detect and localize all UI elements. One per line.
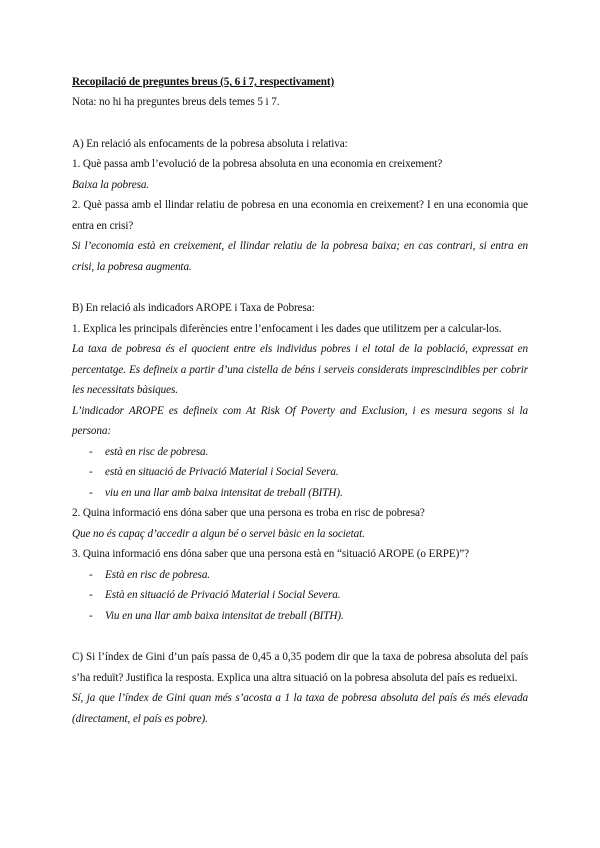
section-b-question-3: 3. Quina informació ens dóna saber que una persona està en “situació AROPE (o ERPE)”?: [72, 548, 469, 560]
note: Nota: no hi ha preguntes breus dels temes 5 i 7.: [72, 96, 280, 108]
section-b-question-2: 2. Quina informació ens dóna saber que una persona es troba en risc de pobresa?: [72, 507, 425, 519]
dash-bullet: -: [89, 568, 93, 581]
dash-bullet: -: [89, 589, 93, 601]
section-b-heading: B) En relació als indicadors AROPE i Taxa de Pobresa:: [72, 302, 315, 314]
spacer: [72, 626, 528, 647]
list-item: [72, 442, 528, 463]
arope-criteria-list: [72, 442, 528, 504]
list-item: [72, 585, 528, 606]
list-item: [72, 483, 528, 504]
section-c-answer: Sí, ja que l’índex de Gini quan més s’acosta a 1 la taxa de pobresa absoluta del país és més elevada (directament, el país es pobre).: [72, 692, 528, 725]
section-a-question-2: 2. Què passa amb el llindar relatiu de pobresa en una economia en creixement? I en una economia que entra en crisi?: [72, 199, 528, 232]
list-item-text: està en situació de Privació Material i Social Severa.: [105, 466, 339, 478]
section-a-heading: A) En relació als enfocaments de la pobresa absoluta i relativa:: [72, 137, 348, 150]
section-a-answer-1: Baixa la pobresa.: [72, 178, 150, 191]
list-item: [72, 462, 528, 483]
section-b-question-1: 1. Explica les principals diferències entre l’enfocament i les dades que utilitzem per a calcular-los.: [72, 322, 502, 335]
dash-bullet: -: [89, 445, 93, 458]
section-b-answer-1-paragraph-1: La taxa de pobresa és el quocient entre els individus pobres i el total de la població, expressat en percentatge. Es defineix a partir d’una cistella de béns i serveis considerats imprescindibles per cobrir les necessitats bàsiques.: [72, 343, 528, 396]
list-item-text: Està en risc de pobresa.: [105, 568, 211, 581]
section-b-answer-2: Que no és capaç d’accedir a algun bé o servei bàsic en la societat.: [72, 527, 365, 540]
list-item: [72, 606, 528, 627]
dash-bullet: -: [89, 466, 93, 478]
list-item-text: Viu en una llar amb baixa intensitat de treball (BITH).: [105, 609, 344, 622]
spacer: [72, 277, 528, 298]
spacer: [72, 113, 528, 134]
section-a-question-1: 1. Què passa amb l’evolució de la pobresa absoluta en una economia en creixement?: [72, 158, 443, 170]
list-item: [72, 565, 528, 586]
dash-bullet: -: [89, 609, 93, 622]
document-title: Recopilació de preguntes breus (5, 6 i 7, respectivament): [72, 76, 335, 88]
dash-bullet: -: [89, 486, 93, 499]
list-item-text: viu en una llar amb baixa intensitat de treball (BITH).: [105, 486, 343, 499]
list-item-text: Està en situació de Privació Material i Social Severa.: [105, 589, 341, 601]
section-a-answer-2: Si l’economia està en creixement, el llindar relatiu de la pobresa baixa; en cas contrari, si entra en crisi, la pobresa augmenta.: [72, 240, 528, 273]
list-item-text: està en risc de pobresa.: [105, 445, 209, 458]
section-c-question: C) Si l’índex de Gini d’un país passa de 0,45 a 0,35 podem dir que la taxa de pobresa absoluta del país s’ha reduït? Justifica la resposta. Explica una altra situació on la pobresa absoluta del país es redueixi.: [72, 651, 528, 684]
arope-situation-list: [72, 565, 528, 627]
section-b-answer-1-paragraph-2: L’indicador AROPE es defineix com At Risk Of Poverty and Exclusion, i es mesura segons si la persona:: [72, 404, 528, 437]
